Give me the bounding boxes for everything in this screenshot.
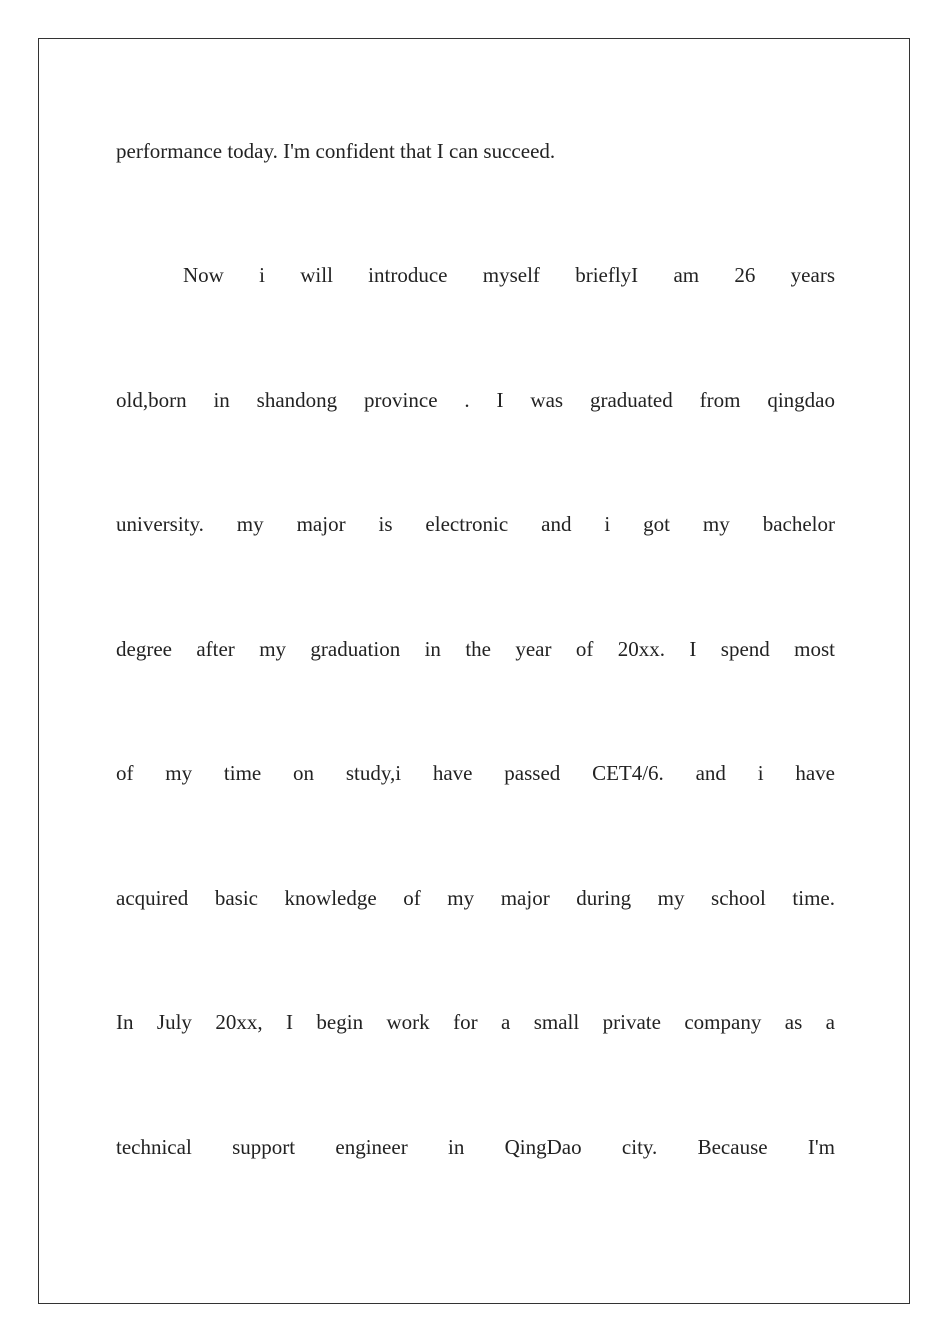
text-line-5: degree after my graduation in the year of 20xx. I spend most: [116, 637, 835, 661]
document-page: [38, 38, 910, 1304]
text-line-4: university. my major is electronic and i got my bachelor: [116, 512, 835, 536]
text-line-3: old,born in shandong province . I was graduated from qingdao: [116, 388, 835, 412]
text-line-7: acquired basic knowledge of my major during my school time.: [116, 886, 835, 910]
text-line-9: technical support engineer in QingDao city. Because I'm: [116, 1135, 835, 1159]
text-line-6: of my time on study,i have passed CET4/6. and i have: [116, 761, 835, 785]
text-line-2: Now i will introduce myself brieflyI am 26 years: [183, 263, 835, 287]
text-line-8: In July 20xx, I begin work for a small private company as a: [116, 1010, 835, 1034]
text-line-1: performance today. I'm confident that I can succeed.: [116, 139, 556, 163]
